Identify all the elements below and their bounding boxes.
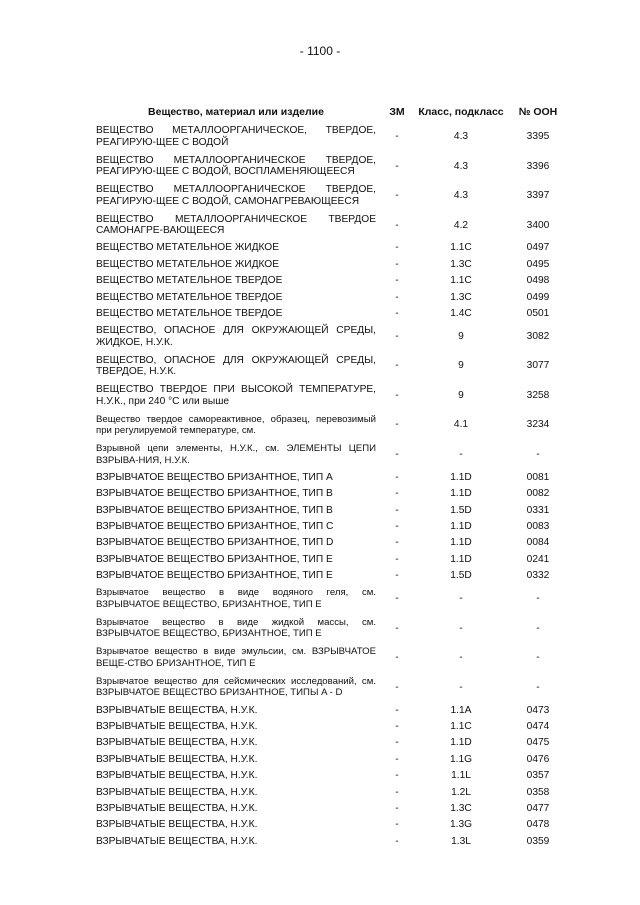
- zm-value: -: [395, 802, 399, 814]
- table-header-row: [96, 88, 572, 122]
- class-value: 1.5D: [450, 504, 472, 516]
- zm-value: -: [395, 786, 399, 798]
- un-number: 3395: [526, 131, 550, 142]
- table-row: [96, 410, 572, 440]
- zm-value: -: [395, 753, 399, 765]
- page-number: - 1100 -: [299, 44, 341, 58]
- table-row: [96, 211, 572, 241]
- un-number: 0331: [526, 504, 550, 516]
- substance-name: ВЕЩЕСТВО МЕТАЛЛООРГАНИЧЕСКОЕ ТВЕРДОЕ, РЕАГИРУЮ-ЩЕЕ С ВОДОЙ, ВОСПЛАМЕНЯЮЩЕЕСЯ: [96, 154, 376, 178]
- zm-value: -: [395, 721, 399, 733]
- zm-value: -: [395, 593, 399, 605]
- substance-name: ВЕЩЕСТВО, ОПАСНОЕ ДЛЯ ОКРУЖАЮЩЕЙ СРЕДЫ, ЖИДКОЕ, Н.У.К.: [96, 325, 376, 348]
- zm-value: -: [395, 819, 399, 831]
- zm-value: -: [395, 488, 399, 500]
- substance-name: ВЗРЫВЧАТЫЕ ВЕЩЕСТВА, Н.У.К.: [96, 753, 258, 765]
- table-row: [96, 152, 572, 182]
- table-row: [96, 502, 572, 518]
- class-value: 1.3C: [450, 802, 472, 814]
- substance-name: ВЗРЫВЧАТОЕ ВЕЩЕСТВО БРИЗАНТНОЕ, ТИП B: [96, 504, 333, 516]
- class-value: 4.3: [453, 190, 469, 201]
- class-value: 1.4C: [450, 308, 472, 319]
- table-row: [96, 381, 572, 411]
- class-value: 1.1D: [450, 553, 472, 565]
- table-row: [96, 643, 572, 673]
- un-number: 0241: [526, 553, 550, 565]
- class-value: 1.1D: [450, 737, 472, 749]
- class-value: 1.1D: [450, 521, 472, 533]
- substance-name: Вещество твердое самореактивное, образец, перевозимый при регулируемой температуре, см.: [96, 413, 376, 437]
- un-number: 0332: [526, 570, 550, 582]
- header-substance: Вещество, материал или изделие: [148, 106, 324, 118]
- substance-name: ВЕЩЕСТВО МЕТАТЕЛЬНОЕ ТВЕРДОЕ: [96, 308, 283, 319]
- table-row: [96, 584, 572, 614]
- zm-value: -: [395, 521, 399, 533]
- zm-value: -: [395, 330, 399, 342]
- class-value: 4.1: [453, 419, 469, 431]
- zm-value: -: [395, 770, 399, 782]
- table-body: [96, 122, 572, 850]
- table-row: [96, 702, 572, 718]
- class-value: 1.1D: [450, 537, 472, 549]
- zm-value: -: [395, 448, 399, 460]
- class-value: 9: [458, 389, 464, 401]
- un-number: -: [536, 652, 540, 664]
- zm-value: -: [395, 504, 399, 516]
- un-number: 0495: [526, 258, 550, 270]
- class-value: 1.1G: [449, 753, 473, 765]
- zm-value: -: [395, 737, 399, 749]
- un-number: 3258: [526, 389, 550, 401]
- substances-table: [96, 88, 572, 850]
- zm-value: -: [395, 835, 399, 847]
- substance-name: ВЗРЫВЧАТОЕ ВЕЩЕСТВО БРИЗАНТНОЕ, ТИП E: [96, 553, 333, 565]
- class-value: -: [459, 622, 463, 634]
- class-value: 1.1A: [450, 704, 472, 716]
- header-class: Класс, подкласс: [418, 106, 504, 118]
- zm-value: -: [395, 242, 399, 254]
- un-number: -: [536, 593, 540, 605]
- zm-value: -: [395, 190, 399, 201]
- table-row: [96, 833, 572, 849]
- table-row: [96, 551, 572, 567]
- table-row: [96, 289, 572, 305]
- class-value: -: [459, 681, 463, 693]
- class-value: 1.3G: [449, 819, 473, 831]
- class-value: 4.3: [453, 160, 469, 172]
- table-row: [96, 306, 572, 322]
- zm-value: -: [395, 652, 399, 664]
- un-number: 0357: [526, 770, 550, 782]
- un-number: 3082: [526, 330, 550, 342]
- substance-name: Взрывной цепи элементы, Н.У.К., см. ЭЛЕМЕНТЫ ЦЕПИ ВЗРЫВА-НИЯ, Н.У.К.: [96, 443, 376, 466]
- zm-value: -: [395, 131, 399, 142]
- substance-name: Взрывчатое вещество для сейсмических исследований, см. ВЗРЫВЧАТОЕ ВЕЩЕСТВО БРИЗАНТНОЕ, ТИПЫ A - D: [96, 675, 376, 699]
- zm-value: -: [395, 160, 399, 172]
- table-row: [96, 122, 572, 152]
- substance-name: ВЗРЫВЧАТОЕ ВЕЩЕСТВО БРИЗАНТНОЕ, ТИП E: [96, 570, 333, 582]
- un-number: -: [536, 622, 540, 634]
- table-row: [96, 535, 572, 551]
- un-number: 0473: [526, 704, 550, 716]
- zm-value: -: [395, 360, 399, 372]
- substance-name: ВЕЩЕСТВО, ОПАСНОЕ ДЛЯ ОКРУЖАЮЩЕЙ СРЕДЫ, ТВЕРДОЕ, Н.У.К.: [96, 354, 376, 378]
- substance-name: ВЗРЫВЧАТЫЕ ВЕЩЕСТВА, Н.У.К.: [96, 802, 258, 814]
- substance-name: ВЕЩЕСТВО МЕТАЛЛООРГАНИЧЕСКОЕ ТВЕРДОЕ САМОНАГРЕ-ВАЮЩЕЕСЯ: [96, 213, 376, 237]
- table-row: [96, 440, 572, 470]
- zm-value: -: [395, 570, 399, 582]
- un-number: 3397: [526, 190, 550, 201]
- un-number: 0358: [526, 786, 550, 798]
- zm-value: -: [395, 389, 399, 401]
- zm-value: -: [395, 622, 399, 634]
- zm-value: -: [395, 681, 399, 693]
- substance-name: Взрывчатое вещество в виде жидкой массы, см. ВЗРЫВЧАТОЕ ВЕЩЕСТВО, БРИЗАНТНОЕ, ТИП E: [96, 616, 376, 640]
- zm-value: -: [395, 308, 399, 319]
- zm-value: -: [395, 471, 399, 483]
- zm-value: -: [395, 704, 399, 716]
- table-row: [96, 181, 572, 211]
- table-row: [96, 673, 572, 703]
- table-row: [96, 801, 572, 817]
- table-row: [96, 519, 572, 535]
- un-number: 0359: [526, 835, 550, 847]
- class-value: 1.3L: [451, 835, 471, 847]
- class-value: 1.3C: [450, 291, 472, 303]
- table-row: [96, 273, 572, 289]
- class-value: 1.1L: [451, 770, 471, 782]
- substance-name: ВЗРЫВЧАТЫЕ ВЕЩЕСТВА, Н.У.К.: [96, 704, 258, 716]
- class-value: 1.3C: [450, 258, 472, 270]
- un-number: -: [536, 448, 540, 460]
- un-number: 0475: [526, 737, 550, 749]
- class-value: -: [459, 448, 463, 460]
- class-value: 1.1C: [450, 721, 472, 733]
- substance-name: ВЕЩЕСТВО ТВЕРДОЕ ПРИ ВЫСОКОЙ ТЕМПЕРАТУРЕ, Н.У.К., при 240 °C или выше: [96, 384, 376, 407]
- un-number: 0083: [526, 521, 550, 533]
- header-un-number: № ООН: [518, 106, 558, 118]
- zm-value: -: [395, 419, 399, 431]
- table-row: [96, 240, 572, 256]
- substance-name: ВЕЩЕСТВО МЕТАТЕЛЬНОЕ ТВЕРДОЕ: [96, 291, 283, 303]
- zm-value: -: [395, 258, 399, 270]
- table-row: [96, 256, 572, 272]
- un-number: 3234: [526, 419, 550, 431]
- un-number: 0474: [526, 721, 550, 733]
- table-row: [96, 817, 572, 833]
- un-number: 0497: [526, 242, 550, 254]
- class-value: 4.2: [453, 219, 469, 231]
- table-row: [96, 486, 572, 502]
- class-value: -: [459, 652, 463, 664]
- un-number: 3400: [526, 219, 550, 231]
- substance-name: ВЗРЫВЧАТЫЕ ВЕЩЕСТВА, Н.У.К.: [96, 721, 258, 733]
- class-value: 9: [458, 360, 464, 372]
- table-row: [96, 351, 572, 381]
- un-number: 0477: [526, 802, 550, 814]
- substance-name: ВЕЩЕСТВО МЕТАЛЛООРГАНИЧЕСКОЕ ТВЕРДОЕ, РЕАГИРУЮ-ЩЕЕ С ВОДОЙ, САМОНАГРЕВАЮЩЕЕСЯ: [96, 184, 376, 207]
- substance-name: Взрывчатое вещество в виде эмульсии, см. ВЗРЫВЧАТОЕ ВЕЩЕ-СТВО БРИЗАНТНОЕ, ТИП E: [96, 646, 376, 669]
- table-row: [96, 735, 572, 751]
- substance-name: ВЗРЫВЧАТЫЕ ВЕЩЕСТВА, Н.У.К.: [96, 819, 258, 831]
- class-value: 1.5D: [450, 570, 472, 582]
- class-value: 1.1D: [450, 471, 472, 483]
- zm-value: -: [395, 275, 399, 287]
- substance-name: ВЗРЫВЧАТОЕ ВЕЩЕСТВО БРИЗАНТНОЕ, ТИП A: [96, 471, 333, 483]
- class-value: 1.1C: [450, 275, 472, 287]
- substance-name: ВЗРЫВЧАТОЕ ВЕЩЕСТВО БРИЗАНТНОЕ, ТИП B: [96, 488, 333, 500]
- substance-name: ВЗРЫВЧАТЫЕ ВЕЩЕСТВА, Н.У.К.: [96, 786, 258, 798]
- un-number: 3077: [526, 360, 550, 372]
- class-value: 4.3: [453, 131, 469, 142]
- un-number: 0082: [526, 488, 550, 500]
- table-row: [96, 568, 572, 584]
- substance-name: ВЗРЫВЧАТЫЕ ВЕЩЕСТВА, Н.У.К.: [96, 770, 258, 782]
- substance-name: ВЗРЫВЧАТЫЕ ВЕЩЕСТВА, Н.У.К.: [96, 835, 258, 847]
- un-number: 0084: [526, 537, 550, 549]
- zm-value: -: [395, 553, 399, 565]
- substance-name: ВЕЩЕСТВО МЕТАТЕЛЬНОЕ ЖИДКОЕ: [96, 258, 280, 270]
- class-value: -: [459, 593, 463, 605]
- table-row: [96, 322, 572, 352]
- table-row: [96, 469, 572, 485]
- class-value: 1.1C: [450, 242, 472, 254]
- un-number: 0498: [526, 275, 550, 287]
- class-value: 1.1D: [450, 488, 472, 500]
- substance-name: ВЕЩЕСТВО МЕТАТЕЛЬНОЕ ЖИДКОЕ: [96, 242, 280, 254]
- substance-name: ВЕЩЕСТВО МЕТАЛЛООРГАНИЧЕСКОЕ, ТВЕРДОЕ, РЕАГИРУЮ-ЩЕЕ С ВОДОЙ: [96, 125, 376, 148]
- table-row: [96, 768, 572, 784]
- un-number: 0501: [526, 308, 550, 319]
- un-number: 0499: [526, 291, 550, 303]
- class-value: 9: [458, 330, 464, 342]
- un-number: 0476: [526, 753, 550, 765]
- zm-value: -: [395, 219, 399, 231]
- substance-name: ВЗРЫВЧАТОЕ ВЕЩЕСТВО БРИЗАНТНОЕ, ТИП D: [96, 537, 334, 549]
- un-number: 3396: [526, 160, 550, 172]
- class-value: 1.2L: [451, 786, 471, 798]
- table-row: [96, 614, 572, 644]
- table-row: [96, 751, 572, 767]
- substance-name: ВЗРЫВЧАТЫЕ ВЕЩЕСТВА, Н.У.К.: [96, 737, 258, 749]
- substance-name: Взрывчатое вещество в виде водяного геля, см. ВЗРЫВЧАТОЕ ВЕЩЕСТВО, БРИЗАНТНОЕ, ТИП E: [96, 587, 376, 610]
- un-number: 0478: [526, 819, 550, 831]
- un-number: 0081: [526, 471, 550, 483]
- un-number: -: [536, 681, 540, 693]
- table-row: [96, 719, 572, 735]
- table-row: [96, 784, 572, 800]
- header-zm: ЗМ: [389, 106, 405, 118]
- zm-value: -: [395, 291, 399, 303]
- substance-name: ВЕЩЕСТВО МЕТАТЕЛЬНОЕ ТВЕРДОЕ: [96, 275, 283, 287]
- zm-value: -: [395, 537, 399, 549]
- substance-name: ВЗРЫВЧАТОЕ ВЕЩЕСТВО БРИЗАНТНОЕ, ТИП C: [96, 521, 334, 533]
